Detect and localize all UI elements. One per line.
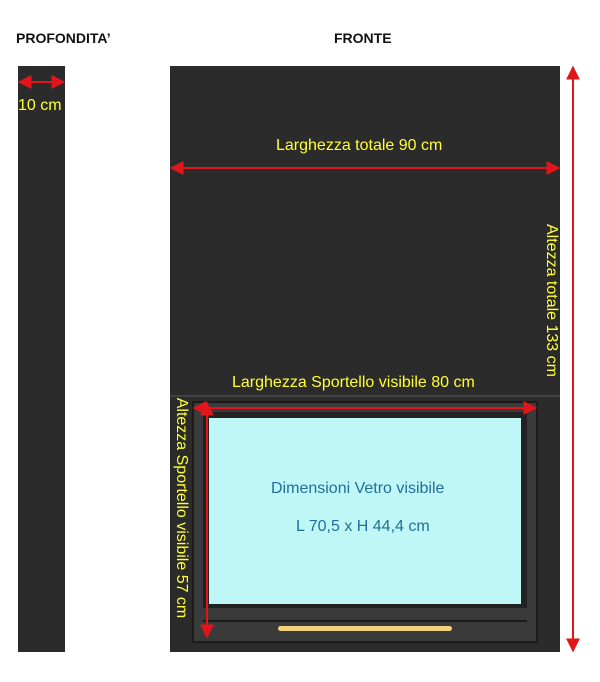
front-heading: FRONTE (334, 30, 392, 46)
depth-panel (18, 66, 65, 652)
glass-title: Dimensioni Vetro visibile (271, 480, 445, 497)
door-height-label: Altezza Sportello visibile 57 cm (173, 397, 190, 619)
door-width-label: Larghezza Sportello visibile 80 cm (232, 374, 475, 391)
glass-size: L 70,5 x H 44,4 cm (296, 518, 430, 535)
depth-heading: PROFONDITA’ (16, 30, 111, 46)
door-glass (209, 418, 521, 604)
door-handle (278, 626, 452, 631)
total-width-label: Larghezza totale 90 cm (276, 137, 443, 154)
total-height-label: Altezza totale 133 cm (543, 224, 560, 377)
depth-label: 10 cm (18, 97, 62, 114)
